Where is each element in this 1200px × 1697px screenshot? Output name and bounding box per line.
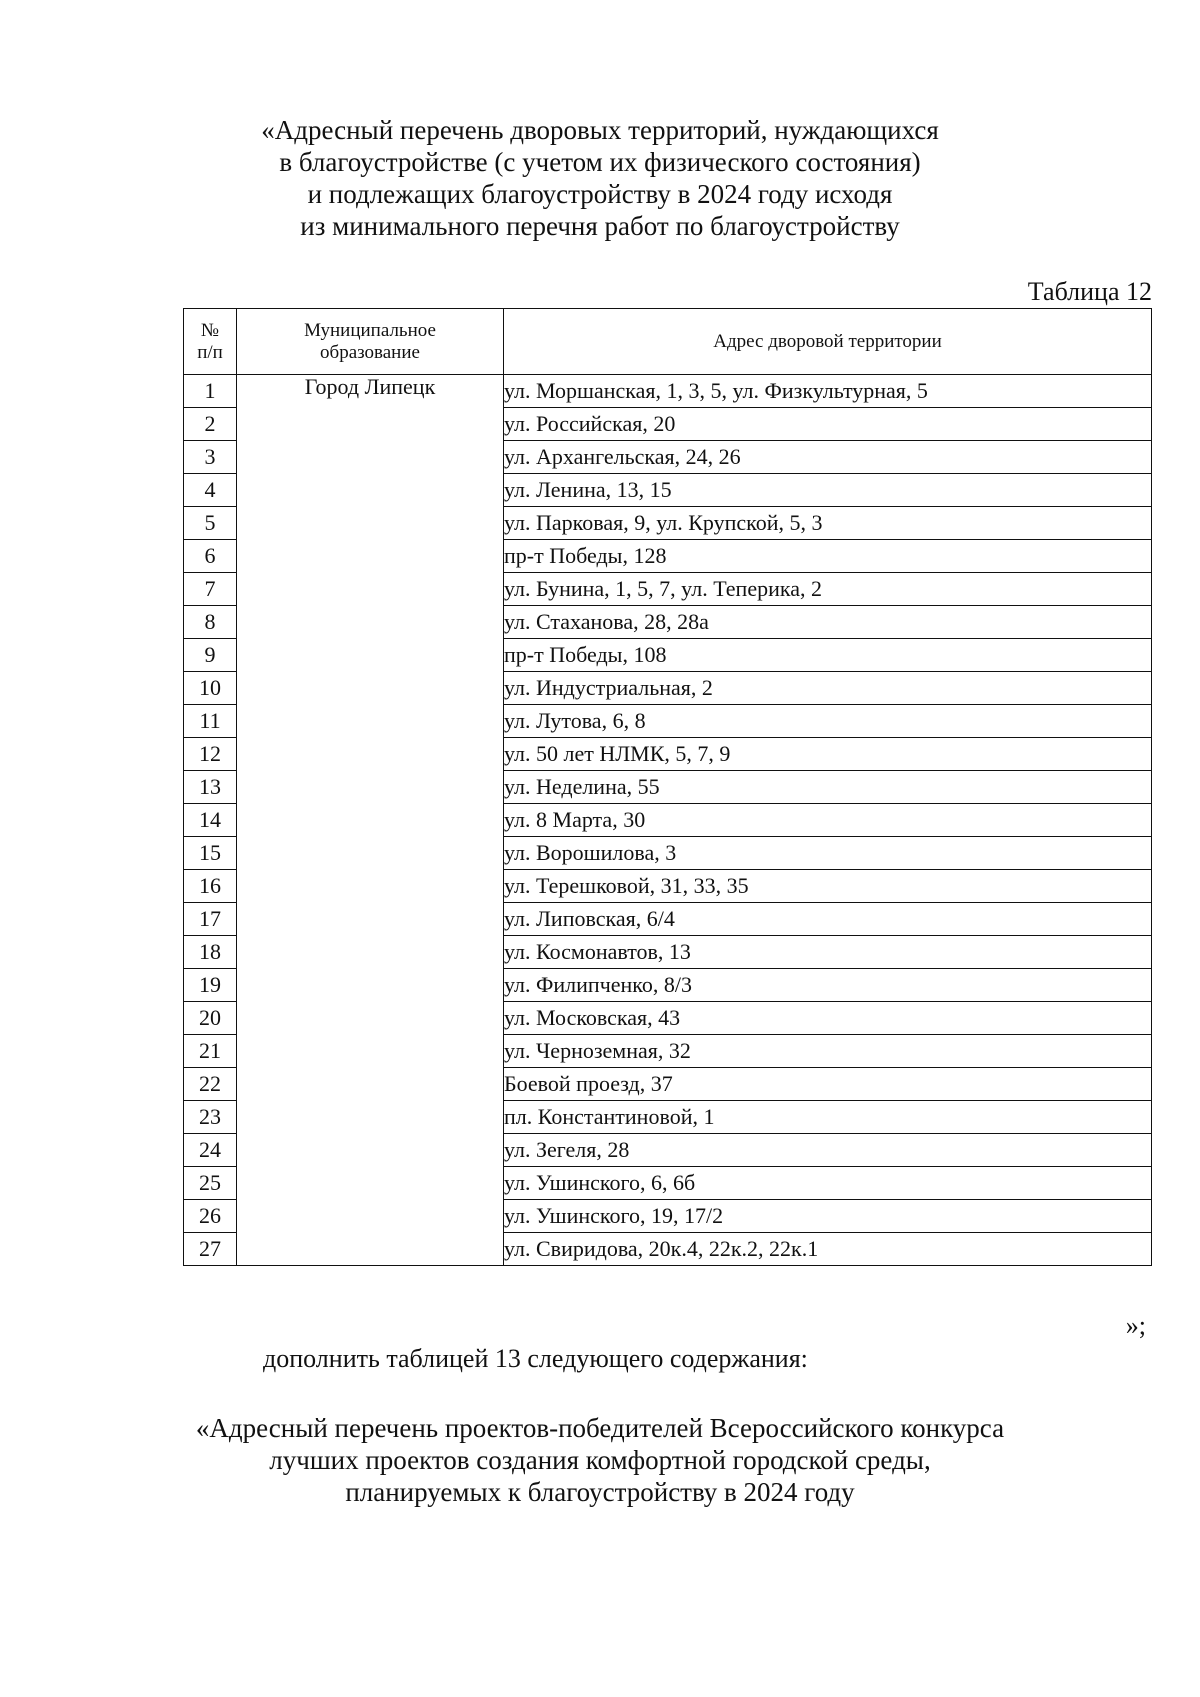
address-cell: пр-т Победы, 108 [504, 639, 1152, 672]
address-cell: ул. Бунина, 1, 5, 7, ул. Теперика, 2 [504, 573, 1152, 606]
row-number: 16 [184, 870, 237, 903]
row-number: 10 [184, 672, 237, 705]
row-number: 7 [184, 573, 237, 606]
row-number: 6 [184, 540, 237, 573]
row-number: 24 [184, 1134, 237, 1167]
municipality-cell: Город Липецк [237, 375, 504, 1266]
address-cell: ул. 8 Марта, 30 [504, 804, 1152, 837]
table-12-heading [0, 114, 1200, 242]
address-cell: ул. Ворошилова, 3 [504, 837, 1152, 870]
address-cell: ул. Филипченко, 8/3 [504, 969, 1152, 1002]
header-number [184, 309, 237, 375]
header-number-line: п/п [197, 341, 223, 363]
row-number: 20 [184, 1002, 237, 1035]
heading-line: из минимального перечня работ по благоустройству [300, 211, 900, 241]
address-cell: ул. Свиридова, 20к.4, 22к.2, 22к.1 [504, 1233, 1152, 1266]
heading-line: «Адресный перечень дворовых территорий, нуждающихся [261, 115, 939, 145]
address-cell: ул. Лутова, 6, 8 [504, 705, 1152, 738]
address-cell: ул. Терешковой, 31, 33, 35 [504, 870, 1152, 903]
row-number: 9 [184, 639, 237, 672]
heading-line: планируемых к благоустройству в 2024 году [345, 1477, 855, 1507]
closing-quote: »; [1125, 1311, 1146, 1340]
row-number: 25 [184, 1167, 237, 1200]
address-cell: ул. Липовская, 6/4 [504, 903, 1152, 936]
header-municipality [237, 309, 504, 375]
address-cell: ул. Российская, 20 [504, 408, 1152, 441]
table-number-label: Таблица 12 [1027, 277, 1152, 306]
address-cell: ул. Черноземная, 32 [504, 1035, 1152, 1068]
row-number: 17 [184, 903, 237, 936]
address-cell: ул. Московская, 43 [504, 1002, 1152, 1035]
supplement-text: дополнить таблицей 13 следующего содержания: [263, 1344, 808, 1373]
table-13-heading [0, 1412, 1200, 1508]
row-number: 1 [184, 375, 237, 408]
row-number: 12 [184, 738, 237, 771]
table-header-row [184, 309, 1152, 375]
table-body [184, 375, 1152, 1266]
address-cell: ул. Ушинского, 6, 6б [504, 1167, 1152, 1200]
address-cell: ул. Парковая, 9, ул. Крупской, 5, 3 [504, 507, 1152, 540]
header-address: Адрес дворовой территории [504, 309, 1152, 375]
address-cell: ул. 50 лет НЛМК, 5, 7, 9 [504, 738, 1152, 771]
row-number: 18 [184, 936, 237, 969]
row-number: 11 [184, 705, 237, 738]
row-number: 5 [184, 507, 237, 540]
address-cell: ул. Архангельская, 24, 26 [504, 441, 1152, 474]
address-cell: ул. Ушинского, 19, 17/2 [504, 1200, 1152, 1233]
row-number: 14 [184, 804, 237, 837]
table-row [184, 375, 1152, 408]
header-number-line: № [200, 319, 220, 341]
row-number: 22 [184, 1068, 237, 1101]
address-cell: ул. Неделина, 55 [504, 771, 1152, 804]
heading-line: и подлежащих благоустройству в 2024 году исходя [307, 179, 893, 209]
header-municipality-line: образование [320, 341, 420, 363]
address-cell: ул. Космонавтов, 13 [504, 936, 1152, 969]
row-number: 3 [184, 441, 237, 474]
row-number: 21 [184, 1035, 237, 1068]
row-number: 27 [184, 1233, 237, 1266]
row-number: 4 [184, 474, 237, 507]
heading-line: лучших проектов создания комфортной городской среды, [269, 1445, 931, 1475]
header-municipality-line: Муниципальное [304, 319, 436, 341]
row-number: 8 [184, 606, 237, 639]
row-number: 19 [184, 969, 237, 1002]
address-cell: ул. Стаханова, 28, 28а [504, 606, 1152, 639]
address-cell: Боевой проезд, 37 [504, 1068, 1152, 1101]
address-cell: пр-т Победы, 128 [504, 540, 1152, 573]
address-table [183, 308, 1152, 1266]
address-cell: ул. Зегеля, 28 [504, 1134, 1152, 1167]
row-number: 13 [184, 771, 237, 804]
heading-line: «Адресный перечень проектов-победителей Всероссийского конкурса [195, 1413, 1005, 1443]
row-number: 26 [184, 1200, 237, 1233]
address-cell: ул. Индустриальная, 2 [504, 672, 1152, 705]
row-number: 23 [184, 1101, 237, 1134]
address-cell: ул. Ленина, 13, 15 [504, 474, 1152, 507]
heading-line: в благоустройстве (с учетом их физического состояния) [279, 147, 921, 177]
row-number: 15 [184, 837, 237, 870]
address-cell: ул. Моршанская, 1, 3, 5, ул. Физкультурная, 5 [504, 375, 1152, 408]
row-number: 2 [184, 408, 237, 441]
address-cell: пл. Константиновой, 1 [504, 1101, 1152, 1134]
